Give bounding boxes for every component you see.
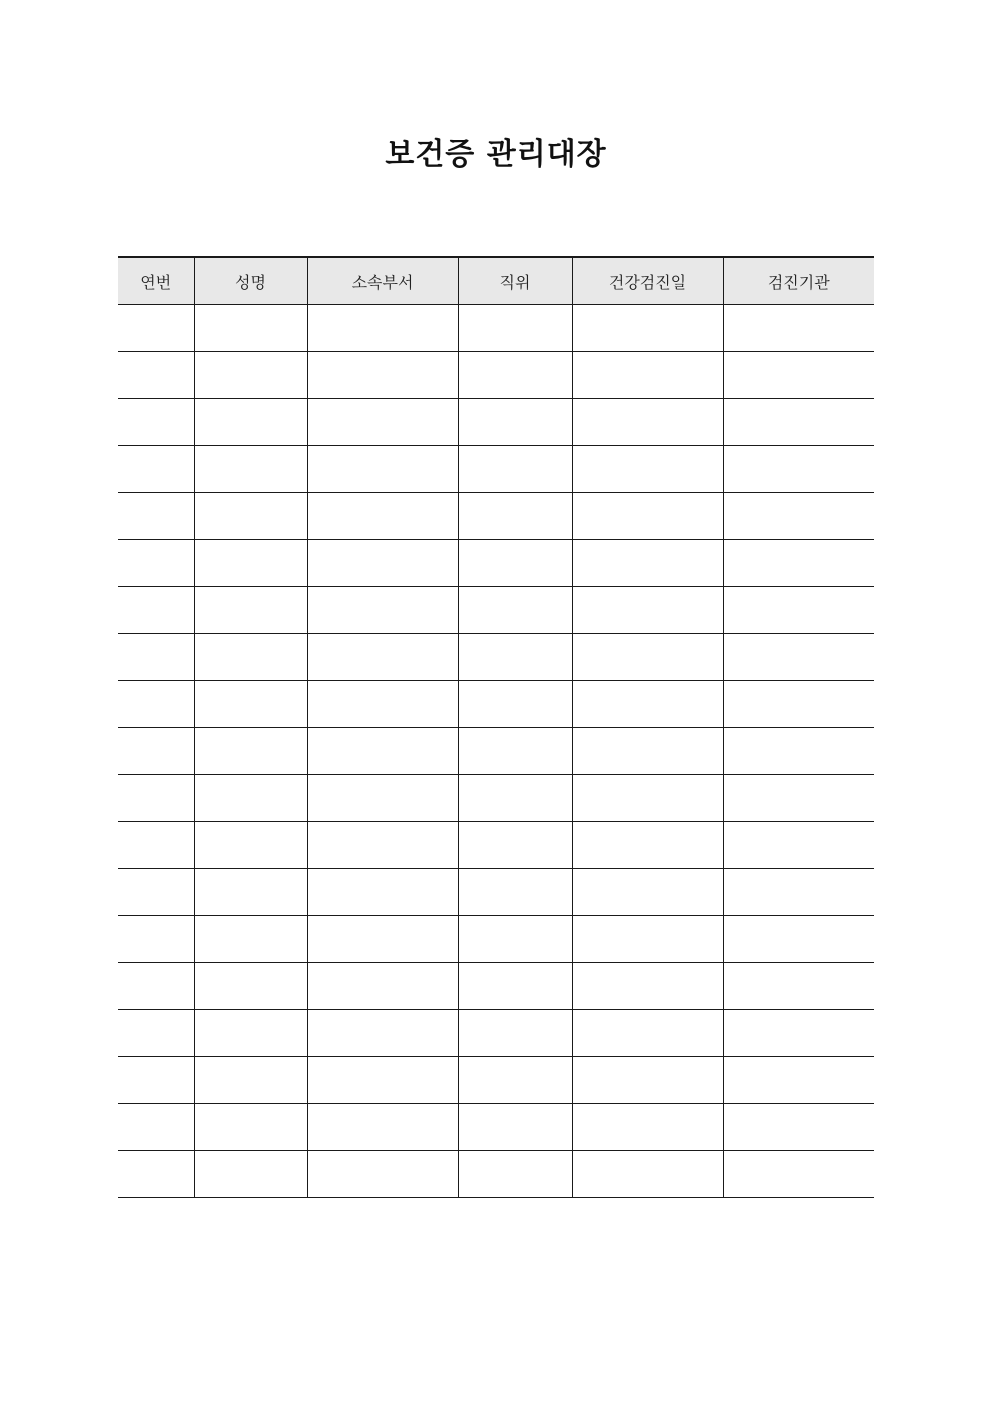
cell-serial-number[interactable] [118,1104,194,1151]
cell-department[interactable] [307,493,458,540]
cell-position[interactable] [458,587,572,634]
cell-serial-number[interactable] [118,1151,194,1198]
cell-department[interactable] [307,399,458,446]
cell-position[interactable] [458,634,572,681]
cell-checkup-date[interactable] [572,1057,723,1104]
cell-checkup-institution[interactable] [723,822,874,869]
cell-department[interactable] [307,963,458,1010]
cell-name[interactable] [194,634,307,681]
cell-department[interactable] [307,775,458,822]
cell-name[interactable] [194,305,307,352]
cell-department[interactable] [307,1151,458,1198]
cell-checkup-institution[interactable] [723,681,874,728]
cell-serial-number[interactable] [118,634,194,681]
cell-checkup-institution[interactable] [723,1104,874,1151]
cell-checkup-institution[interactable] [723,540,874,587]
cell-serial-number[interactable] [118,540,194,587]
table-header-row [118,257,874,305]
cell-position[interactable] [458,1151,572,1198]
cell-name[interactable] [194,399,307,446]
cell-position[interactable] [458,493,572,540]
cell-name[interactable] [194,446,307,493]
cell-checkup-date[interactable] [572,399,723,446]
cell-checkup-date[interactable] [572,493,723,540]
table-row [118,822,874,869]
cell-serial-number[interactable] [118,728,194,775]
cell-name[interactable] [194,1010,307,1057]
cell-position[interactable] [458,728,572,775]
cell-department[interactable] [307,634,458,681]
cell-department[interactable] [307,728,458,775]
table-body [118,305,874,1198]
cell-checkup-institution[interactable] [723,446,874,493]
cell-checkup-institution[interactable] [723,1057,874,1104]
cell-checkup-date[interactable] [572,963,723,1010]
header-department: 소속부서 [307,257,458,305]
cell-serial-number[interactable] [118,681,194,728]
cell-checkup-institution[interactable] [723,775,874,822]
cell-position[interactable] [458,1104,572,1151]
cell-checkup-institution[interactable] [723,399,874,446]
cell-position[interactable] [458,352,572,399]
health-certificate-ledger-table [118,256,874,1198]
table-row [118,775,874,822]
cell-checkup-institution[interactable] [723,916,874,963]
cell-department[interactable] [307,869,458,916]
cell-position[interactable] [458,1010,572,1057]
cell-serial-number[interactable] [118,352,194,399]
cell-department[interactable] [307,1057,458,1104]
cell-checkup-institution[interactable] [723,869,874,916]
table-row [118,916,874,963]
cell-checkup-institution[interactable] [723,587,874,634]
cell-name[interactable] [194,587,307,634]
header-checkup-date: 건강검진일 [572,257,723,305]
cell-serial-number[interactable] [118,916,194,963]
cell-serial-number[interactable] [118,822,194,869]
cell-checkup-institution[interactable] [723,728,874,775]
table-row [118,634,874,681]
cell-checkup-date[interactable] [572,681,723,728]
cell-name[interactable] [194,963,307,1010]
cell-department[interactable] [307,587,458,634]
cell-name[interactable] [194,1057,307,1104]
table-row [118,1057,874,1104]
table-row [118,728,874,775]
cell-checkup-date[interactable] [572,1010,723,1057]
cell-checkup-date[interactable] [572,1151,723,1198]
cell-name[interactable] [194,728,307,775]
cell-position[interactable] [458,916,572,963]
cell-position[interactable] [458,1057,572,1104]
cell-checkup-date[interactable] [572,446,723,493]
cell-checkup-date[interactable] [572,305,723,352]
header-name: 성명 [194,257,307,305]
cell-department[interactable] [307,540,458,587]
cell-checkup-institution[interactable] [723,352,874,399]
cell-checkup-institution[interactable] [723,305,874,352]
cell-checkup-date[interactable] [572,587,723,634]
cell-serial-number[interactable] [118,587,194,634]
cell-position[interactable] [458,540,572,587]
table-row [118,1104,874,1151]
page-title: 보건증 관리대장 [385,137,607,172]
cell-serial-number[interactable] [118,1057,194,1104]
cell-checkup-date[interactable] [572,775,723,822]
cell-position[interactable] [458,869,572,916]
cell-name[interactable] [194,540,307,587]
table-row [118,493,874,540]
cell-checkup-date[interactable] [572,916,723,963]
cell-department[interactable] [307,916,458,963]
cell-serial-number[interactable] [118,399,194,446]
cell-checkup-date[interactable] [572,352,723,399]
cell-name[interactable] [194,916,307,963]
cell-checkup-institution[interactable] [723,634,874,681]
cell-checkup-date[interactable] [572,1104,723,1151]
cell-checkup-date[interactable] [572,869,723,916]
table-row [118,446,874,493]
cell-checkup-date[interactable] [572,540,723,587]
cell-position[interactable] [458,399,572,446]
header-serial-number: 연번 [118,257,194,305]
table-row [118,587,874,634]
cell-department[interactable] [307,305,458,352]
cell-checkup-institution[interactable] [723,493,874,540]
table-row [118,1010,874,1057]
cell-name[interactable] [194,681,307,728]
cell-name[interactable] [194,493,307,540]
cell-position[interactable] [458,681,572,728]
cell-checkup-date[interactable] [572,634,723,681]
cell-checkup-date[interactable] [572,728,723,775]
table-row [118,352,874,399]
cell-department[interactable] [307,352,458,399]
cell-checkup-institution[interactable] [723,1010,874,1057]
cell-serial-number[interactable] [118,446,194,493]
table-row [118,869,874,916]
table-row [118,399,874,446]
cell-name[interactable] [194,352,307,399]
cell-serial-number[interactable] [118,493,194,540]
cell-department[interactable] [307,446,458,493]
table-row [118,305,874,352]
cell-department[interactable] [307,1010,458,1057]
cell-department[interactable] [307,822,458,869]
cell-position[interactable] [458,775,572,822]
cell-position[interactable] [458,963,572,1010]
table-row [118,963,874,1010]
header-checkup-institution: 검진기관 [723,257,874,305]
cell-serial-number[interactable] [118,963,194,1010]
cell-name[interactable] [194,1151,307,1198]
cell-department[interactable] [307,681,458,728]
cell-department[interactable] [307,1104,458,1151]
cell-position[interactable] [458,822,572,869]
table-row [118,681,874,728]
table-row [118,1151,874,1198]
cell-position[interactable] [458,446,572,493]
cell-serial-number[interactable] [118,305,194,352]
header-position: 직위 [458,257,572,305]
cell-name[interactable] [194,869,307,916]
cell-serial-number[interactable] [118,869,194,916]
cell-checkup-date[interactable] [572,822,723,869]
cell-serial-number[interactable] [118,775,194,822]
cell-name[interactable] [194,1104,307,1151]
cell-name[interactable] [194,775,307,822]
table-row [118,540,874,587]
cell-checkup-institution[interactable] [723,1151,874,1198]
cell-position[interactable] [458,305,572,352]
cell-serial-number[interactable] [118,1010,194,1057]
cell-name[interactable] [194,822,307,869]
cell-checkup-institution[interactable] [723,963,874,1010]
